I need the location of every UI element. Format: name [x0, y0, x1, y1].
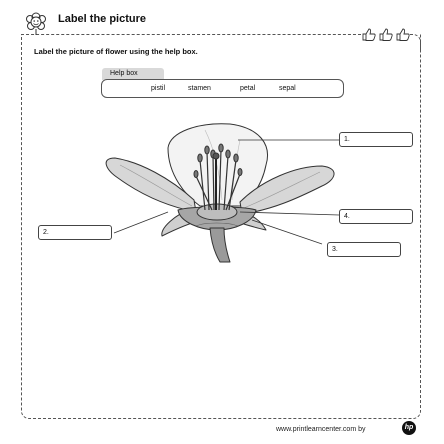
answer-box-1[interactable]: 1.	[339, 132, 413, 147]
help-box-heading: Help box	[102, 68, 164, 80]
help-word-sepal: sepal	[279, 85, 296, 92]
answer-box-2[interactable]: 2.	[38, 225, 112, 240]
instruction-text: Label the picture of flower using the help box.	[34, 47, 198, 56]
help-word-petal: petal	[240, 85, 256, 92]
footer-site: www.printlearncenter.com by	[276, 426, 366, 433]
hp-logo-icon: hp	[402, 421, 416, 435]
answer-box-3[interactable]: 3.	[327, 242, 401, 257]
answer-box-4[interactable]: 4.	[339, 209, 413, 224]
page-title: Label the picture	[58, 13, 147, 25]
help-word-stamen: stamen	[188, 85, 211, 92]
help-word-pistil: pistil	[151, 85, 166, 92]
